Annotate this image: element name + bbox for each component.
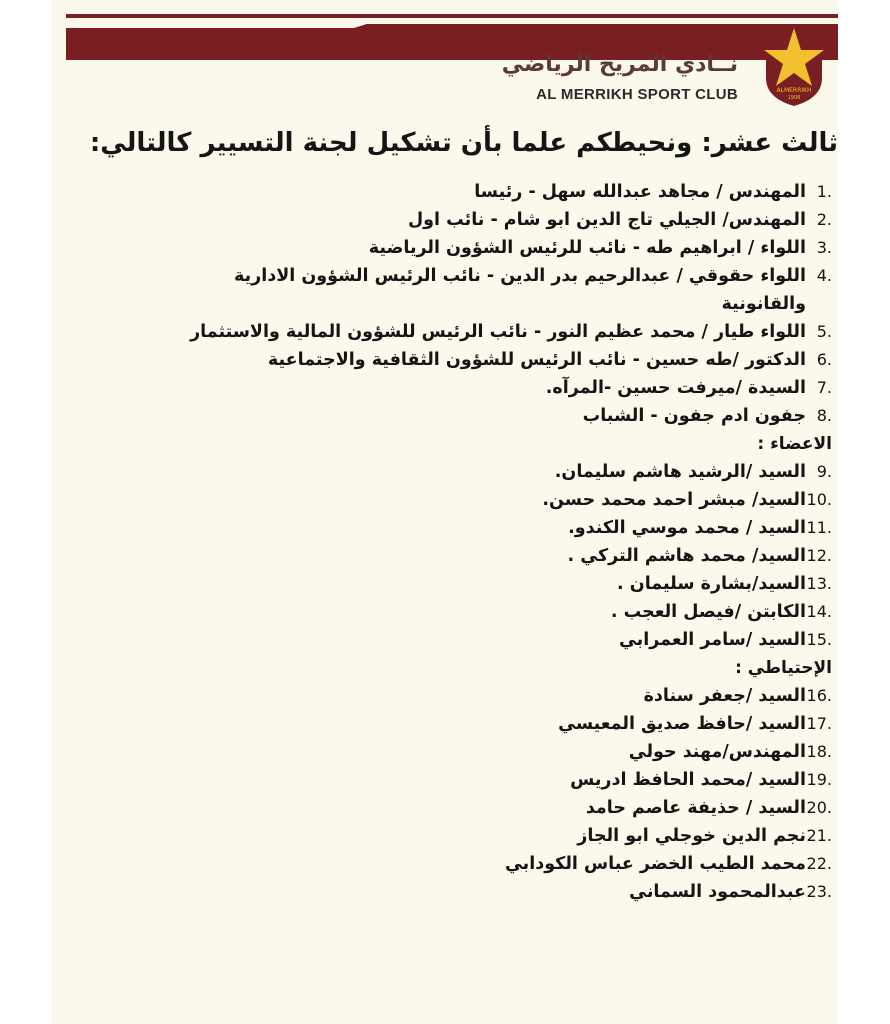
- item-number: 3.: [816, 238, 832, 257]
- logo-text: ALMERRIKH: [776, 87, 812, 94]
- members-label: الاعضاء :: [757, 434, 832, 454]
- item-text: السيد /حافظ صديق المعيسي: [558, 714, 806, 734]
- item-number: 14.: [806, 602, 832, 621]
- club-logo: [760, 28, 828, 108]
- list-item: [172, 514, 832, 542]
- item-number: 22.: [806, 854, 832, 873]
- list-item: [172, 346, 832, 374]
- item-text: اللواء طيار / محمد عظيم النور - نائب الرئيس للشؤون المالية والاستثمار: [190, 322, 806, 342]
- item-text: محمد الطيب الخضر عباس الكودابي: [504, 854, 806, 874]
- list-item: [172, 738, 832, 766]
- item-number: 5.: [816, 322, 832, 341]
- list-item: [172, 766, 832, 794]
- item-number: 12.: [806, 546, 832, 565]
- item-number: 23.: [806, 882, 832, 901]
- item-number: 8.: [816, 406, 832, 425]
- item-text: الدكتور /طه حسين - نائب الرئيس للشؤون الثقافية والاجتماعية: [267, 350, 806, 370]
- item-number: 13.: [806, 574, 832, 593]
- item-text: السيد / حذيفة عاصم حامد: [585, 798, 806, 818]
- item-number: 15.: [806, 630, 832, 649]
- item-text: السيد /محمد الحافظ ادريس: [570, 770, 806, 790]
- item-text: جفون ادم جفون - الشباب: [582, 406, 806, 426]
- list-item: [172, 374, 832, 402]
- item-number: 21.: [806, 826, 832, 845]
- header-band-cut: [66, 18, 386, 28]
- item-text: السيدة /ميرفت حسين -المرآه.: [545, 378, 806, 398]
- item-text: عبدالمحمود السماني: [629, 882, 806, 902]
- logo-year: 1908: [787, 95, 801, 101]
- list-item: [172, 570, 832, 598]
- section-heading: ثالث عشر: ونحيطكم علما بأن تشكيل لجنة التسيير كالتالي:: [89, 128, 838, 158]
- list-item: [172, 178, 832, 206]
- club-name-english: AL MERRIKH SPORT CLUB: [536, 86, 738, 103]
- list-item: [172, 486, 832, 514]
- item-number: 17.: [806, 714, 832, 733]
- item-number: 16.: [806, 686, 832, 705]
- item-text: السيد/ محمد هاشم التركي .: [567, 546, 806, 566]
- item-number: 6.: [816, 350, 832, 369]
- item-number: 9.: [816, 462, 832, 481]
- list-item: [172, 542, 832, 570]
- item-text: المهندس / مجاهد عبدالله سهل - رئيسا: [474, 182, 806, 202]
- list-item: [172, 878, 832, 906]
- committee-list: [172, 178, 832, 906]
- item-number: 10.: [806, 490, 832, 509]
- item-text: نجم الدين خوجلي ابو الجاز: [577, 826, 806, 846]
- item-number: 7.: [816, 378, 832, 397]
- list-item: [172, 206, 832, 234]
- list-item: [172, 458, 832, 486]
- item-text: السيد/بشارة سليمان .: [617, 574, 806, 594]
- list-item: [172, 850, 832, 878]
- list-item: [172, 682, 832, 710]
- item-number: 1.: [816, 182, 832, 201]
- item-number: 18.: [806, 742, 832, 761]
- list-item: [172, 402, 832, 430]
- list-item: [172, 822, 832, 850]
- item-number: 4.: [816, 266, 832, 285]
- item-text: المهندس/ الجيلي تاج الدين ابو شام - نائب اول: [407, 210, 806, 230]
- item-text: اللواء / ابراهيم طه - نائب للرئيس الشؤون الرياضية: [368, 238, 806, 258]
- item-text: الكابتن /فيصل العجب .: [610, 602, 806, 622]
- list-item: [172, 318, 832, 346]
- list-item: [172, 234, 832, 262]
- reserve-label: الإحتياطي :: [735, 658, 832, 678]
- item-number: 19.: [806, 770, 832, 789]
- item-text: السيد/ مبشر احمد محمد حسن.: [542, 490, 806, 510]
- list-item: [172, 626, 832, 654]
- header-top-line: [66, 14, 838, 18]
- list-item: [172, 262, 832, 318]
- list-item: [172, 794, 832, 822]
- item-number: 2.: [816, 210, 832, 229]
- item-text: السيد /الرشيد هاشم سليمان.: [554, 462, 806, 482]
- item-number: 11.: [806, 518, 832, 537]
- item-number: 20.: [806, 798, 832, 817]
- item-text: السيد / محمد موسي الكندو.: [568, 518, 806, 538]
- list-item: [172, 598, 832, 626]
- club-name-arabic: نــادي المريخ الرياضي: [501, 52, 738, 77]
- list-item: [172, 710, 832, 738]
- item-text: المهندس/مهند حولي: [628, 742, 806, 762]
- item-text: السيد /جعفر سنادة: [643, 686, 806, 706]
- item-text: اللواء حقوقي / عبدالرحيم بدر الدين - نائب الرئيس الشؤون الادارية والقانونية: [233, 266, 806, 314]
- item-text: السيد /سامر العمرابي: [618, 630, 806, 650]
